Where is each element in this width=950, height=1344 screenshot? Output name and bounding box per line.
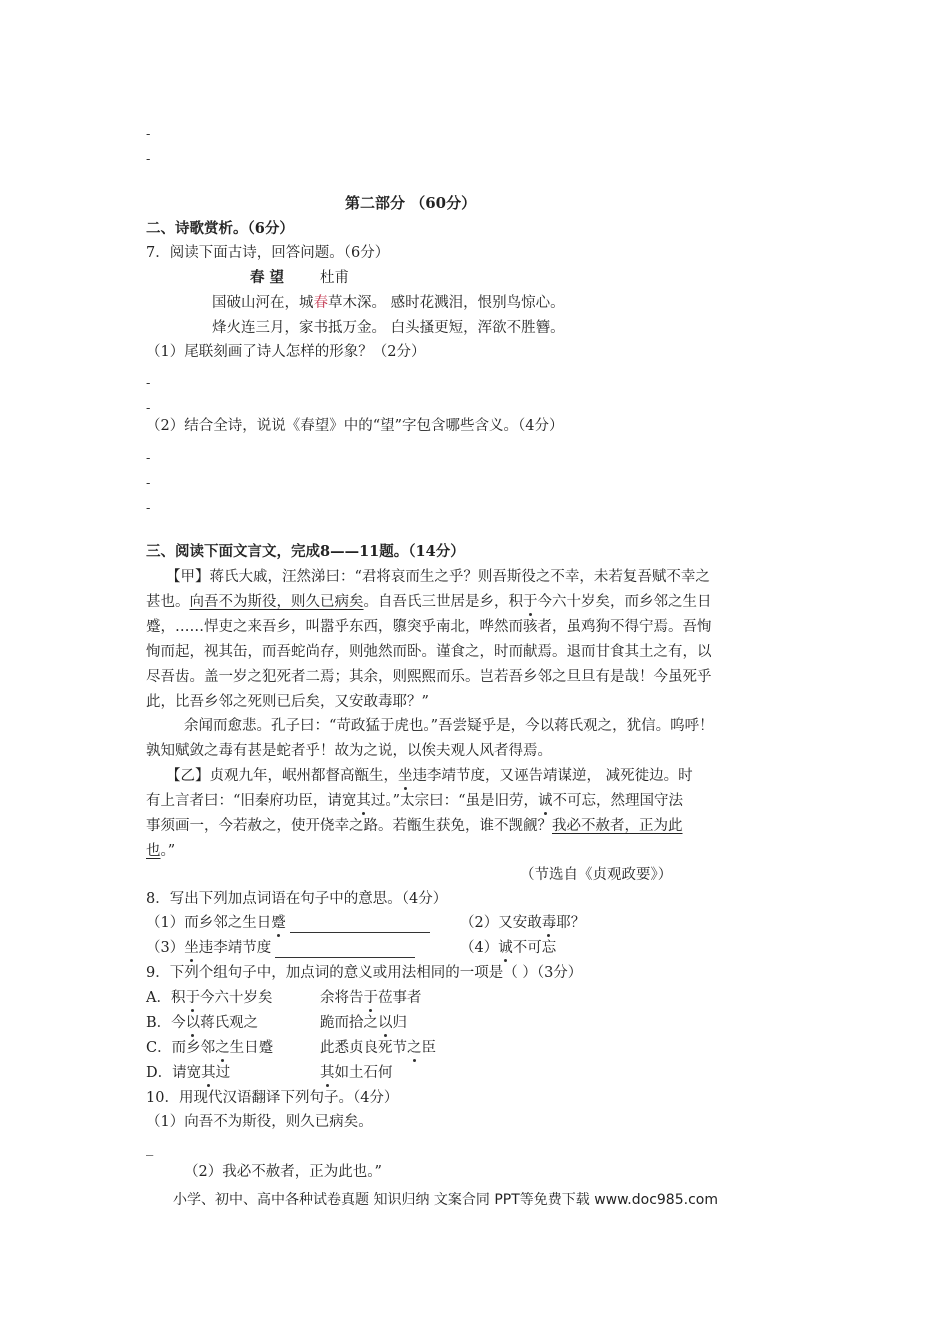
answer-blank[interactable]	[290, 918, 430, 933]
question-7-2: （2）结合全诗，说说《春望》中的“望”字包含哪些含义。（4分）	[146, 418, 564, 434]
poem-title: 春 望	[250, 269, 285, 286]
dash-line: -	[146, 376, 151, 391]
question-7-1: （1）尾联刻画了诗人怎样的形象？（2分）	[146, 344, 426, 360]
answer-blank[interactable]	[275, 943, 415, 958]
option-b-pair: 跪而拾之以归	[320, 1015, 407, 1031]
source-note: （节选自《贞观政要》）	[520, 867, 673, 883]
passage-jia-line: 孰知赋敛之毒有甚是蛇者乎！故为之说，以俟夫观人风者得焉。	[146, 743, 552, 759]
underscore-line: _	[146, 1140, 154, 1156]
poem-line-2: 烽火连三月，家书抵万金。 白头搔更短，浑欲不胜簪。	[212, 320, 565, 336]
passage-jia-line: 甚也。向吾不为斯役，则久已病矣。自吾氏三世居是乡，积于今六十岁矣，而乡邻之生日	[146, 594, 712, 610]
section-2-heading: 二、诗歌赏析。（6分）	[146, 220, 294, 237]
question-9: 9．下列个组句子中，加点词的意义或用法相同的一项是（ ）（3分）	[146, 965, 583, 981]
option-d[interactable]: D．请宽其过	[146, 1065, 231, 1081]
option-a-pair: 余将告于莅事者	[320, 990, 422, 1006]
dash-line: -	[146, 451, 151, 466]
passage-yi-line: 【乙】贞观九年，岷州都督高甑生，坐违李靖节度，又诬告靖谋逆， 减死徙边。时	[166, 768, 693, 784]
question-8-3: （3）坐违李靖节度	[146, 938, 415, 958]
option-d-pair: 其如土石何	[320, 1065, 393, 1081]
highlight-char: 春	[313, 295, 328, 311]
option-c-pair: 此悉贞良死节之臣	[320, 1040, 436, 1056]
dash-line: -	[146, 127, 151, 142]
question-10-2: （2）我必不赦者，正为此也。”	[184, 1164, 382, 1180]
passage-yi-line: 有上言者曰：“旧秦府功臣，请宽其过。”太宗曰：“虽是旧劳，诚不可忘，然理国守法	[146, 793, 683, 809]
question-10: 10．用现代汉语翻译下列句子。（4分）	[146, 1090, 399, 1106]
dash-line: -	[146, 501, 151, 516]
dash-line: -	[146, 401, 151, 416]
question-8-4: （4）诚不可忘	[460, 940, 557, 956]
section-3-heading: 三、阅读下面文言文，完成8——11题。（14分）	[146, 543, 465, 560]
question-8-1: （1）而乡邻之生日蹙	[146, 913, 430, 933]
dash-line: -	[146, 152, 151, 167]
question-8-2: （2）又安敢毒耶？	[460, 915, 586, 931]
option-c[interactable]: C．而乡邻之生日蹙	[146, 1040, 274, 1056]
question-8: 8．写出下列加点词语在句子中的意思。（4分）	[146, 891, 448, 907]
poem-author: 杜甫	[320, 270, 349, 286]
dash-line: -	[146, 476, 151, 491]
part-title: 第二部分 （60分）	[345, 194, 477, 212]
passage-jia-line: 恂而起，视其缶，而吾蛇尚存，则弛然而卧。谨食之，时而献焉。退而甘食其土之有，以	[146, 644, 712, 660]
passage-jia-line: 余闻而愈悲。孔子曰：“苛政猛于虎也。”吾尝疑乎是，今以蒋氏观之，犹信。呜呼！	[184, 718, 714, 734]
passage-jia-line: 尽吾齿。盖一岁之犯死者二焉；其余，则熙熙而乐。岂若吾乡邻之旦旦有是哉！今虽死乎	[146, 669, 712, 685]
passage-yi-line: 事须画一，今若赦之，使开侥幸之路。若甑生获免，谁不觊觎？我必不赦者，正为此	[146, 818, 683, 834]
question-10-1: （1）向吾不为斯役，则久已病矣。	[146, 1114, 373, 1130]
question-7: 7．阅读下面古诗，回答问题。（6分）	[146, 245, 390, 261]
passage-jia-line: 此，比吾乡邻之死则已后矣，又安敢毒耶？”	[146, 694, 429, 710]
passage-yi-line: 也。”	[146, 843, 176, 859]
poem-line-1: 国破山河在，城春草木深。 感时花溅泪，恨别鸟惊心。	[212, 295, 565, 311]
passage-jia-line: 【甲】蒋氏大戚，汪然涕曰：“君将哀而生之乎？则吾斯役之不幸，未若复吾赋不幸之	[166, 569, 710, 585]
passage-jia-line: 蹙，……悍吏之来吾乡，叫嚣乎东西，隳突乎南北，哗然而骇者，虽鸡狗不得宁焉。吾恂	[146, 619, 712, 635]
option-a[interactable]: A．积于今六十岁矣	[146, 990, 273, 1006]
footer-text: 小学、初中、高中各种试卷真题 知识归纳 文案合同 PPT等免费下载 www.doc985.com	[173, 1192, 718, 1208]
option-b[interactable]: B．今以蒋氏观之	[146, 1015, 259, 1031]
